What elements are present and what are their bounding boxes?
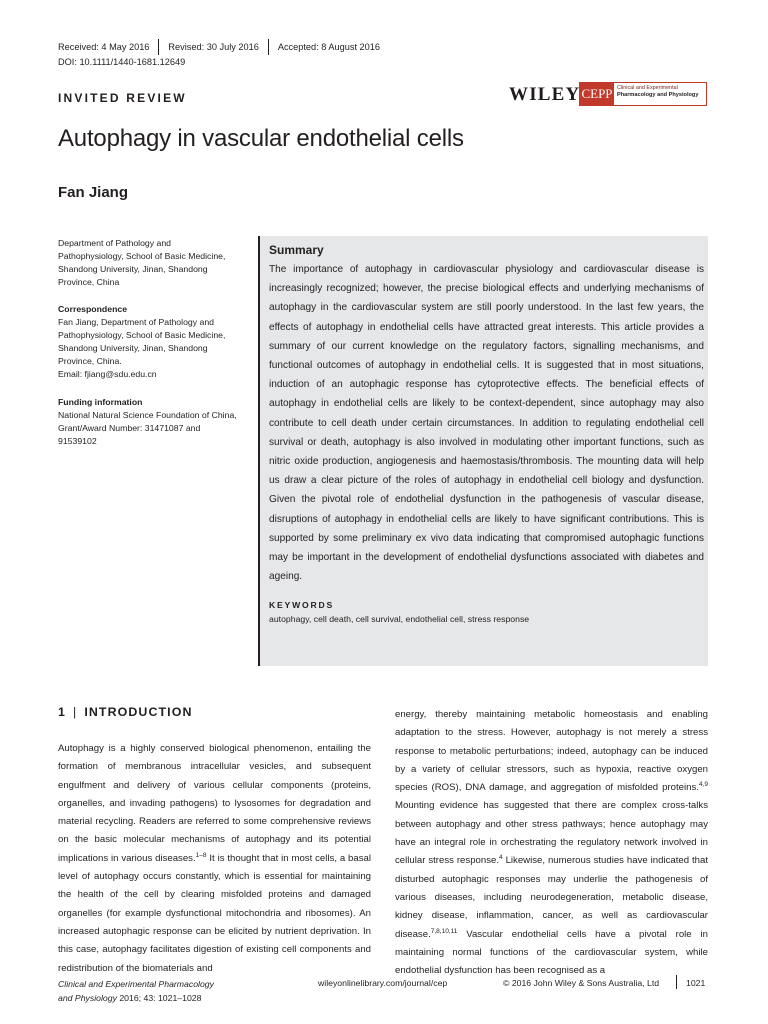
summary-heading: Summary — [269, 243, 324, 257]
journal-logo-line1: Clinical and Experimental — [617, 85, 678, 91]
article-title: Autophagy in vascular endothelial cells — [58, 125, 464, 152]
funding-heading: Funding information — [58, 397, 143, 407]
funding-information — [58, 396, 238, 448]
doi[interactable]: DOI: 10.1111/1440-1681.12649 — [58, 57, 186, 67]
correspondence-text: Fan Jiang, Department of Pathology and Pathophysiology, School of Basic Medicine, Shandong University, Jinan, Shandong Province, China. — [58, 317, 226, 366]
summary-box — [258, 236, 708, 666]
publisher-logo: WILEY — [509, 84, 581, 105]
section-label: INVITED REVIEW — [58, 91, 187, 105]
section-title: INTRODUCTION — [84, 705, 193, 719]
correspondence-heading: Correspondence — [58, 304, 128, 314]
citation-link[interactable]: 1–8 — [195, 851, 207, 859]
funding-text: National Natural Science Foundation of China, Grant/Award Number: 31471087 and 91539102 — [58, 410, 237, 446]
page-number: 1021 — [686, 978, 706, 988]
footer-divider — [676, 975, 677, 989]
keywords-label: KEYWORDS — [269, 600, 335, 611]
section-heading — [58, 705, 193, 719]
correspondence — [58, 303, 238, 381]
affiliation: Department of Pathology and Pathophysiology, School of Basic Medicine, Shandong University, Jinan, Shandong Province, China — [58, 238, 226, 287]
footer-journal-issue: 2016; 43: 1021–1028 — [116, 993, 202, 1003]
citation-link[interactable]: 4,9 — [698, 781, 708, 788]
body-text: Mounting evidence has suggested that there are complex cross-talks between autophagy and other stress pathways; hence autophagy may have an integral role in orchestrating the regulatory network involved in cellular stress response. — [395, 800, 708, 867]
journal-logo-line2: Pharmacology and Physiology — [617, 91, 699, 98]
citation-link[interactable]: 7,8,10,11 — [430, 927, 458, 935]
citation-link[interactable]: 4 — [499, 854, 503, 862]
body-text: It is thought that in most cells, a basal level of autophagy occurs constantly, which is essential for maintaining the health of the cell by clearing misfolded proteins and damaged organelles (for example dysfunctional mitochondria and ribosomes). An increased autophagic response can be elicited by nutrient deprivation. In this case, autophagy facilitates digestion of existing cell components and redistribution of the biomaterials and — [58, 852, 371, 974]
summary-text: The importance of autophagy in cardiovascular physiology and cardiovascular disease is increasingly recognized; however, the precise biological effects and underlying mechanisms of autophagy in the cardiovascular system are still poorly understood. In the last few years, the effects of autophagy in endothelial cells have attracted great interests. This article provides a summary of our current knowledge on the regulatory factors, signalling mechanisms, and functional outcomes of autophagy in endothelial cells. It is suggested that in most situations, induction of an autophagic response has cytoprotective effects. The beneficial effects of autophagy in endothelial cells are likely to be context-dependent, since autophagy may also contribute to cell death under certain circumstances. In addition to regulating endothelial cell survival or death, autophagy is also involved in modulating other important functions, such as nitric oxide production, angiogenesis and haemostasis/thrombosis. The mounting data will help us draw a clear picture of the roles of autophagy in endothelial cell biology and dysfunction. Given the pivotal role of endothelial dysfunction in the pathogenesis of vascular disease, disruptions of autophagy in endothelial cells are likely to have significant contributions. This is supported by some preliminary ex vivo data indicating that compromised autophagic functions may be important in the development of endothelial dysfunctions associated with diabetes and ageing. — [269, 264, 704, 583]
body-text: energy, thereby maintaining metabolic homeostasis and enabling adaptation to the stress. However, autophagy is not merely a stress response to metabolic perturbations; indeed, autophagy can be induced by a variety of cellular stressors, such as hypoxia, reactive oxygen species (ROS), DNA damage, and aggregation of misfolded proteins. — [395, 709, 708, 794]
correspondence-email[interactable]: Email: fjiang@sdu.edu.cn — [58, 369, 157, 379]
revised-date: Revised: 30 July 2016 — [168, 42, 259, 52]
footer-journal-citation — [58, 977, 214, 1005]
body-column-left — [58, 740, 371, 978]
section-number: 1 — [58, 705, 66, 719]
publication-dates — [58, 38, 389, 56]
body-text: Vascular endothelial cells have a pivotal role in maintaining normal functions of the cardiovascular system, while endothelial dysfunction has been recognised as a — [395, 928, 708, 977]
body-column-right — [395, 706, 708, 980]
article-author: Fan Jiang — [58, 184, 129, 201]
accepted-date: Accepted: 8 August 2016 — [277, 42, 380, 52]
body-text: Autophagy is a highly conserved biological phenomenon, entailing the formation of membranous intracellular vesicles, and subsequent engulfment and delivery of various cellular components (proteins, organelles, and invading pathogens) to lysosomes for degradation and material recycling. Readers are referred to some comprehensive reviews on the basic molecular mechanisms of autophagy and its potential implications in various diseases. — [58, 743, 371, 864]
journal-logo — [579, 82, 707, 106]
footer-journal-name-line1: Clinical and Experimental Pharmacology — [58, 979, 214, 989]
footer-copyright: © 2016 John Wiley & Sons Australia, Ltd — [503, 978, 660, 988]
journal-logo-text — [614, 83, 706, 105]
keywords-list: autophagy, cell death, cell survival, endothelial cell, stress response — [269, 614, 530, 625]
footer-journal-name-line2: and Physiology — [58, 993, 117, 1003]
footer-url[interactable]: wileyonlinelibrary.com/journal/cep — [318, 978, 448, 988]
body-text: Likewise, numerous studies have indicated that disturbed autophagic responses may underlie the pathogenesis of various diseases, including neurodegeneration, metabolic disease, kidney disease, inflammation, cancer, as well as cardiovascular disease. — [395, 855, 708, 940]
journal-logo-abbr: CEPP — [580, 83, 614, 105]
section-separator: | — [73, 705, 78, 719]
received-date: Received: 4 May 2016 — [58, 42, 150, 52]
